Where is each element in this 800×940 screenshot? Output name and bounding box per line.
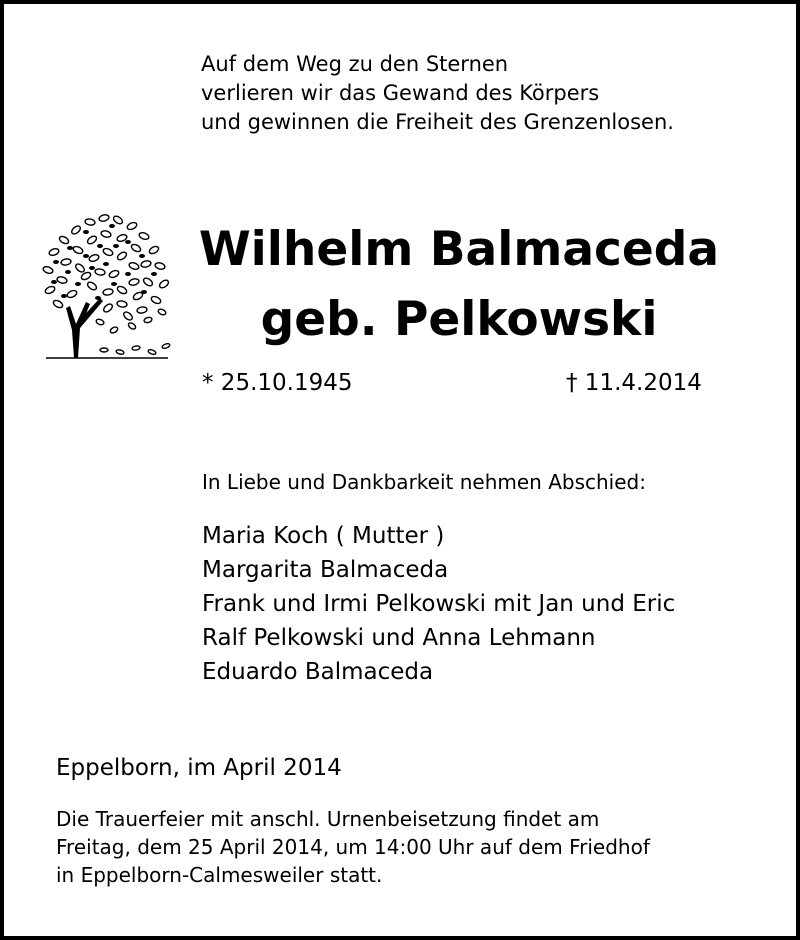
mourners-list <box>202 519 675 689</box>
farewell-intro: In Liebe und Dankbarkeit nehmen Abschied: <box>202 470 646 494</box>
service-line: in Eppelborn-Calmesweiler statt. <box>56 863 383 887</box>
mourner-entry: Maria Koch ( Mutter ) <box>202 523 445 549</box>
place-date: Eppelborn, im April 2014 <box>56 755 342 781</box>
mourner-entry: Ralf Pelkowski und Anna Lehmann <box>202 625 596 651</box>
mourner-entry: Margarita Balmaceda <box>202 557 449 583</box>
mourner-entry: Frank und Irmi Pelkowski mit Jan und Eric <box>202 591 676 617</box>
deceased-name: Wilhelm Balmaceda <box>198 222 720 277</box>
poem-line: verlieren wir das Gewand des Körpers <box>201 81 600 105</box>
birth-date: * 25.10.1945 <box>202 370 353 396</box>
poem-line: Auf dem Weg zu den Sternen <box>201 52 509 76</box>
deceased-birth-name: geb. Pelkowski <box>260 292 658 347</box>
funeral-service-info <box>56 805 650 889</box>
poem-verse <box>201 50 674 137</box>
poem-line: und gewinnen die Freiheit des Grenzenlosen. <box>201 110 674 134</box>
death-date: † 11.4.2014 <box>566 370 702 396</box>
mourner-entry: Eduardo Balmaceda <box>202 659 434 685</box>
service-line: Die Trauerfeier mit anschl. Urnenbeisetzung findet am <box>56 807 600 831</box>
service-line: Freitag, dem 25 April 2014, um 14:00 Uhr auf dem Friedhof <box>56 835 650 859</box>
tree-with-falling-leaves-icon <box>42 212 172 360</box>
